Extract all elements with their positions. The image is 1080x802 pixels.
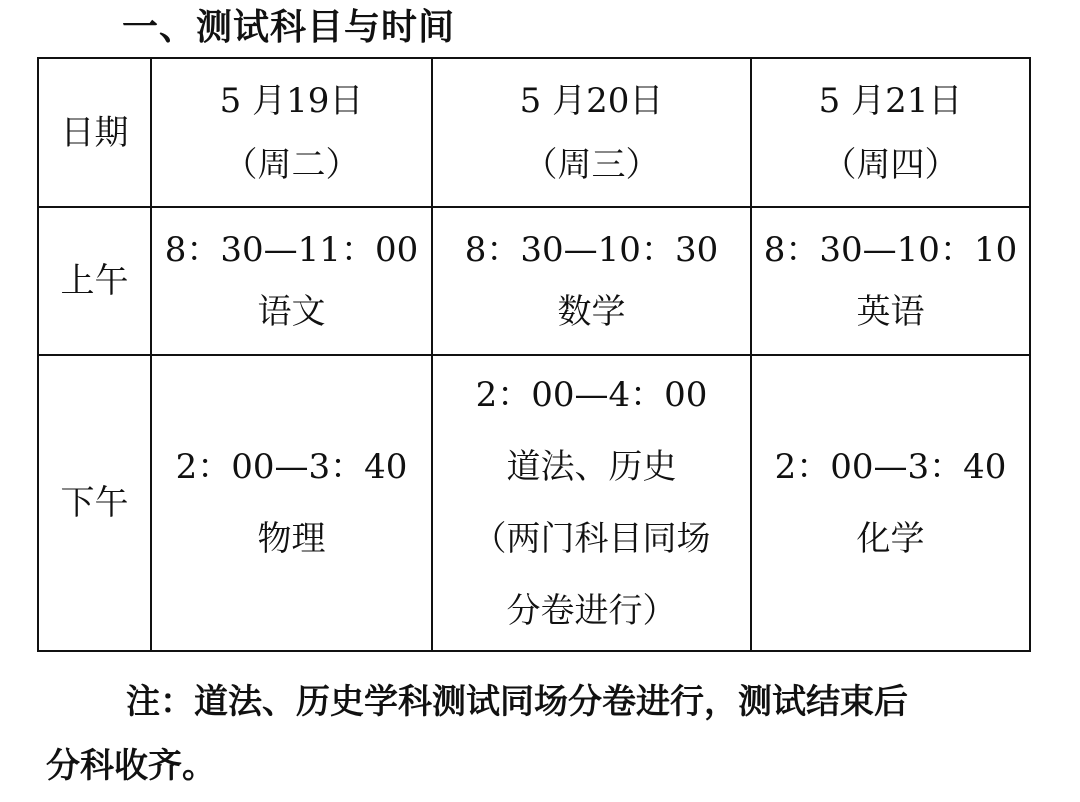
row-label-morning: 上午 [60, 261, 129, 301]
footnote [46, 670, 1036, 798]
table-row-date [38, 58, 1030, 207]
date-day3: 5 月21日 [818, 80, 963, 121]
weekday-day2: （周三） [523, 144, 660, 185]
afternoon-cell-day1 [151, 355, 432, 651]
row-label-date: 日期 [60, 112, 129, 153]
morning-subject-day3: 英语 [856, 292, 925, 332]
footnote-line1: 注：道法、历史学科测试同场分卷进行，测试结束后 [126, 682, 908, 722]
row-header-afternoon [38, 355, 151, 651]
section-heading: 一、测试科目与时间 [122, 7, 456, 48]
afternoon-cell-day2 [432, 355, 751, 651]
date-day2: 5 月20日 [519, 80, 664, 121]
afternoon-time-day1: 2：00—3：40 [175, 447, 408, 487]
afternoon-subject-day2: 道法、历史 [506, 447, 677, 487]
row-label-afternoon: 下午 [60, 483, 129, 523]
afternoon-subject-day1: 物理 [257, 519, 326, 559]
exam-schedule-table [37, 57, 1031, 652]
afternoon-time-day2: 2：00—4：00 [475, 375, 708, 415]
row-header-morning [38, 207, 151, 355]
afternoon-cell-day3 [751, 355, 1030, 651]
morning-time-day2: 8：30—10：30 [464, 230, 719, 270]
table-row-morning [38, 207, 1030, 355]
footnote-line2: 分科收齐。 [46, 746, 216, 786]
row-header-date [38, 58, 151, 207]
morning-time-day3: 8：30—10：10 [763, 230, 1018, 270]
afternoon-subject-day3: 化学 [856, 519, 925, 559]
morning-subject-day2: 数学 [557, 292, 626, 332]
afternoon-note-line1-day2: （两门科目同场 [472, 519, 711, 559]
date-cell-day2 [432, 58, 751, 207]
afternoon-note-line2-day2: 分卷进行） [506, 591, 677, 631]
morning-time-day1: 8：30—11：00 [164, 230, 419, 270]
date-cell-day1 [151, 58, 432, 207]
morning-cell-day3 [751, 207, 1030, 355]
morning-cell-day2 [432, 207, 751, 355]
date-cell-day3 [751, 58, 1030, 207]
weekday-day3: （周四） [822, 144, 959, 185]
weekday-day1: （周二） [223, 144, 360, 185]
morning-cell-day1 [151, 207, 432, 355]
afternoon-time-day3: 2：00—3：40 [774, 447, 1007, 487]
date-day1: 5 月19日 [219, 80, 364, 121]
table-row-afternoon [38, 355, 1030, 651]
morning-subject-day1: 语文 [257, 292, 326, 332]
